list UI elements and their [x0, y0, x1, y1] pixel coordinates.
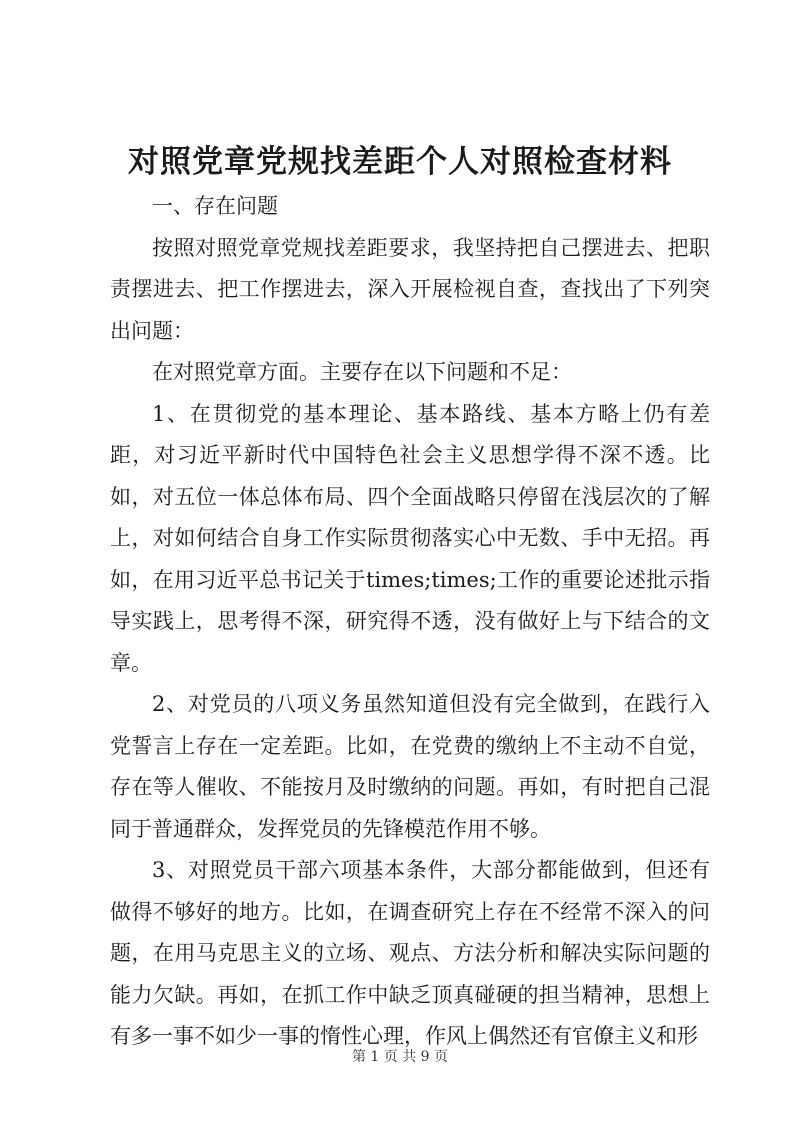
body-paragraph: 在对照党章方面。主要存在以下问题和不足： [152, 360, 572, 384]
body-paragraph: 按照对照党章党规找差距要求，我坚持把自己摆进去、把职责摆进去、把工作摆进去，深入开展检视自查，查找出了下列突出问题： [110, 235, 710, 343]
document-title: 对照党章党规找差距个人对照检查材料 [128, 144, 672, 180]
document-body [110, 186, 710, 1058]
page-number-footer: 第 1 页 共 9 页 [351, 1049, 449, 1065]
body-paragraph: 3、对照党员干部六项基本条件，大部分都能做到，但还有做得不够好的地方。比如，在调查研究上存在不经常不深入的问题，在用马克思主义的立场、观点、方法分析和解决实际问题的能力欠缺。再如，在抓工作中缺乏顶真碰硬的担当精神，思想上有多一事不如少一事的惰性心理，作风上偶然还有官僚主义和形 [110, 858, 710, 1048]
body-paragraph: 1、在贯彻党的基本理论、基本路线、基本方略上仍有差距，对习近平新时代中国特色社会主义思想学得不深不透。比如，对五位一体总体布局、四个全面战略只停留在浅层次的了解上，对如何结合自身工作实际贯彻落实心中无数、手中无招。再如，在用习近平总书记关于times;times;工作的重要论述批示指导实践上，思考得不深，研究得不透，没有做好上与下结合的文章。 [110, 401, 710, 675]
section-heading: 一、存在问题 [152, 194, 278, 218]
body-paragraph: 2、对党员的八项义务虽然知道但没有完全做到，在践行入党誓言上存在一定差距。比如，在党费的缴纳上不主动不自觉，存在等人催收、不能按月及时缴纳的问题。再如，有时把自己混同于普通群众，发挥党员的先锋模范作用不够。 [110, 692, 710, 841]
